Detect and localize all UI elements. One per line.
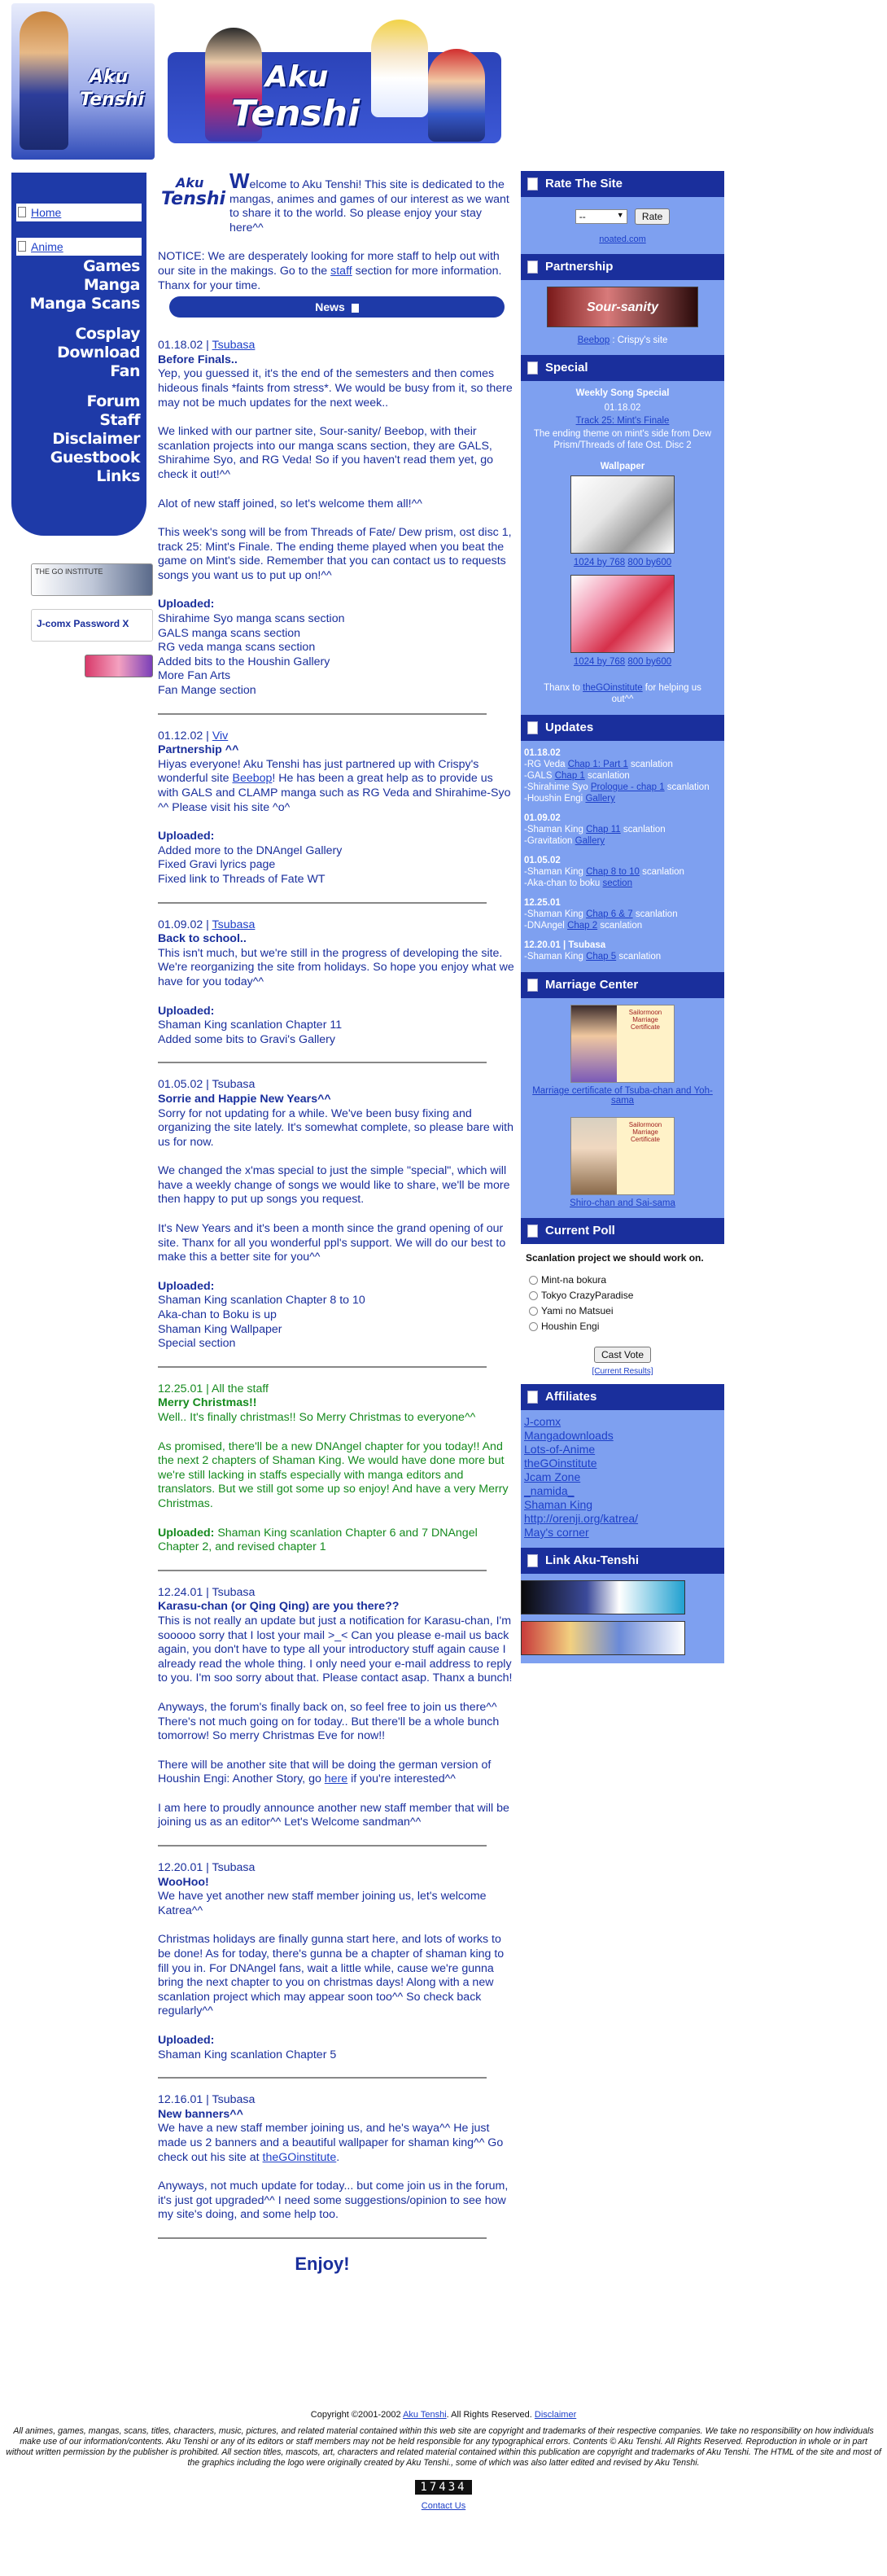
divider: [158, 2077, 487, 2079]
enjoy-text: Enjoy!: [295, 2253, 350, 2274]
entry-date: 12.25.01 | All the staff: [158, 1382, 269, 1395]
noated-link[interactable]: noated.com: [599, 234, 646, 244]
uploaded-item: Shirahime Syo manga scans section: [158, 612, 345, 626]
partnership-title: Partnership: [521, 254, 724, 280]
nav-anime-link[interactable]: Anime: [31, 240, 63, 253]
wallpaper-link[interactable]: 800 by600: [627, 657, 672, 667]
entry-author-link[interactable]: Viv: [212, 729, 229, 743]
rate-button[interactable]: Rate: [635, 208, 670, 225]
nav-forum[interactable]: Forum: [86, 392, 140, 410]
go-institute-link[interactable]: theGOinstitute: [262, 2150, 337, 2164]
logo-text-tenshi: Tenshi: [80, 90, 145, 110]
aku-tenshi-link[interactable]: Aku Tenshi: [403, 2410, 447, 2420]
nav-manga[interactable]: Manga: [83, 276, 140, 294]
wallpaper-link[interactable]: 800 by600: [627, 558, 672, 567]
uploaded-item: More Fan Arts: [158, 669, 231, 683]
intro: [158, 169, 516, 318]
uploaded-item: Shaman King scanlation Chapter 5: [158, 2048, 337, 2061]
entry-paragraph: This isn't much, but we're still in the progress of developing the site. We're reorganizing the site from holidays. So hope you enjoy what we have for you today^^: [158, 946, 514, 988]
copyright-line: Copyright ©2001-2002 Aku Tenshi. All Rights Reserved. Disclaimer: [310, 2410, 577, 2420]
link-us-box: [521, 1548, 724, 1663]
marriage-link[interactable]: Marriage certificate of Tsuba-chan and Yoh-sama: [532, 1086, 713, 1106]
update-line: -Shirahime Syo Prologue - chap 1 scanlation: [524, 782, 710, 792]
entry-title: Karasu-chan (or Qing Qing) are you there??: [158, 1600, 400, 1614]
uploaded-label: Uploaded:: [158, 830, 215, 843]
special-title: Special: [521, 355, 724, 381]
uploaded-label: Uploaded:: [158, 598, 215, 611]
entry-paragraph: Yep, you guessed it, it's the end of the semesters and then comes hideous finals *faints from stress*. We would be busy from it, so there may not be much updates for the next week..: [158, 367, 513, 410]
wallpaper-link[interactable]: 1024 by 768: [573, 558, 626, 567]
rate-box: [521, 171, 724, 254]
legal-text: All animes, games, mangas, scans, titles, characters, music, pictures, and related material contained within this web site are copyright and trademarks of their respective companies. We take no responsibility on how individuals make use of our information/contents. Aku Tenshi or any of its editors or staff members may not be held responsible for any typographical errors. Contents © Aku Tenshi. All Rights Reserved. Reproduction in whole or in part without written permission by the publisher is prohibited. All section titles, mascots, art, characters and related material contained within this publication are copyright and trademarks of Aku Tenshi. The HTML of the site and most of the graphics including the logo were originally created by Aku Tenshi., some of which was also latter edited and revised by Aku Tenshi.: [6, 2426, 881, 2468]
nav-manga-scans[interactable]: Manga Scans: [29, 295, 140, 313]
contact-us-link[interactable]: Contact Us: [421, 2501, 466, 2511]
entry-paragraph: As promised, there'll be a new DNAngel chapter for you today!! And the next 2 chapters of Shaman King. We would have done more but we're still lacking in staffs especially with manga editors and translators. But we still got some up so enjoy! And have a very Merry Christmas.: [158, 1439, 509, 1510]
marriage-certificate-image[interactable]: Sailormoon Marriage Certificate: [570, 1005, 675, 1083]
partnership-box: Partnership Sour-sanity Beebop : Crispy's site: [521, 254, 724, 355]
news-entry: [158, 918, 516, 1048]
update-line: -Houshin Engi Gallery: [524, 794, 615, 804]
uploaded-label: Uploaded:: [158, 1279, 215, 1293]
entry-title: WooHoo!: [158, 1875, 209, 1889]
document-icon: [527, 1224, 538, 1238]
entry-paragraph: It's New Years and it's been a month since the grand opening of our site. Thanx for all you wonderful ppl's support. We will do our best to make this a better site for you^^: [158, 1222, 506, 1264]
radio-icon: [529, 1307, 538, 1316]
nav-links[interactable]: Links: [96, 467, 140, 485]
link-banner[interactable]: [521, 1580, 685, 1614]
divider: [158, 2237, 487, 2239]
news-entry: [158, 339, 516, 698]
update-line: -Gravitation Gallery: [524, 836, 605, 846]
wallpaper-thumbnail[interactable]: [570, 575, 675, 653]
entry-paragraph: We have yet another new staff member joining us, let's welcome Katrea^^: [158, 1890, 487, 1917]
mascot-girl-image: [20, 11, 68, 150]
entry-date: 01.05.02 | Tsubasa: [158, 1078, 256, 1092]
uploaded-item: GALS manga scans section: [158, 626, 301, 640]
affiliate-button-go-institute[interactable]: THE GO INSTITUTE: [31, 563, 153, 596]
document-icon: [527, 261, 538, 274]
nav-download[interactable]: Download: [57, 344, 140, 361]
sour-sanity-banner[interactable]: Sour-sanity: [547, 287, 698, 327]
entry-paragraph: Hiyas everyone! Aku Tenshi has just partnered up with Crispy's wonderful site Beebop! He has been a great help as to provide us with GALS and CLAMP manga such as RG Veda and Shirahime-Syo ^^ Please visit his site ^o^: [158, 757, 511, 814]
entry-paragraph: This week's song will be from Threads of Fate/ Dew prism, ost disc 1, track 25: Mint's Finale. The ending theme played when you beat the game on Mint's side. Remember that you can contact us to requests songs you want us to put up on!^^: [158, 526, 512, 582]
nav-games[interactable]: Games: [83, 257, 140, 275]
affiliate-link[interactable]: J-comx: [524, 1415, 561, 1428]
uploaded-item: Special section: [158, 1337, 236, 1351]
radio-icon: [529, 1322, 538, 1331]
entry-paragraph: Anyways, the forum's finally back on, so feel free to join us there^^ There's not much going on for today.. But there'll be a whole bunch tomorrow! So merry Christmas Eve for now!!: [158, 1700, 500, 1743]
news-entry: [158, 729, 516, 887]
update-line: -Aka-chan to boku section: [524, 878, 632, 888]
news-entry: [158, 1586, 516, 1830]
entry-date: 12.16.01 | Tsubasa: [158, 2093, 256, 2107]
entry-date: 01.12.02 | Viv: [158, 729, 229, 743]
news-entry: [158, 1078, 516, 1352]
uploaded-item: Aka-chan to Boku is up: [158, 1308, 277, 1322]
entry-title: Partnership ^^: [158, 743, 239, 757]
affiliate-link[interactable]: Jcam Zone: [524, 1470, 581, 1483]
news-entry-christmas: [158, 1382, 516, 1555]
uploaded-item: Fixed link to Threads of Fate WT: [158, 872, 326, 886]
radio-icon: [529, 1291, 538, 1300]
header-banner: [168, 52, 501, 143]
document-icon: [18, 241, 26, 252]
notice-text: NOTICE: We are desperately looking for more staff to help out with our site in the makings. Go to the staff section for more information. Thanx for your time.: [158, 250, 502, 292]
affiliates-box: [521, 1384, 724, 1548]
updates-box: Updates 01.18.02 -RG Veda Chap 1: Part 1 scanlation -GALS Chap 1 scanlation -Shirahime Syo Prologue - chap 1 scanlation -Houshin Engi Gallery 01.09.02 -Shaman King Chap 11 scanlation -Gravitation Gallery 01.05.02 -Shaman King Chap 8 to 10 scanlation -Aka-chan to boku section 12.25.01 -Shaman King Chap 6 & 7 scanlation -DNAngel Chap 2 scanlation 12.20.01 | Tsubasa -Shaman King Chap 5 scanlation: [521, 715, 724, 972]
uploaded-item: RG veda manga scans section: [158, 641, 316, 655]
affiliates-title: Affiliates: [521, 1384, 724, 1410]
poll-option[interactable]: Houshin Engi: [529, 1321, 719, 1332]
disclaimer-link[interactable]: Disclaimer: [534, 2410, 577, 2420]
document-icon: [527, 1554, 538, 1567]
chevron-down-icon: ▼: [616, 211, 624, 219]
uploaded-label: Uploaded:: [158, 1004, 215, 1018]
entry-paragraph: We changed the x'mas special to just the simple "special", which will have a weekly change of songs we would like to share, we'll be more then happy to put up songs you request.: [158, 1164, 510, 1207]
entry-date: 12.20.01 | Tsubasa: [158, 1861, 256, 1875]
rate-title: Rate The Site: [521, 171, 724, 197]
affiliate-link[interactable]: _namida_: [524, 1484, 575, 1497]
entry-title: New banners^^: [158, 2107, 243, 2121]
entry-paragraph: This is not really an update but just a notification for Karasu-chan, I'm sooooo sorry that I lost your mail >_< Can you please e-mail us back again, you don't have to type all your introductory stuff again cause I already read the whole thing. I only need your e-mail address to reply to you. I'm soo sorry about that. Please contact asap. Thanx a bunch!: [158, 1614, 513, 1685]
affiliate-link[interactable]: Shaman King: [524, 1498, 593, 1511]
banner-text-tenshi: Tenshi: [231, 93, 360, 134]
welcome-text: Welcome to Aku Tenshi! This site is dedicated to the mangas, animes and games of our interest as we want to share it to the world. So please enjoy your stay here^^: [229, 169, 509, 234]
news-header-bar: News: [169, 296, 505, 318]
staff-link[interactable]: staff: [330, 264, 352, 278]
logo-text-aku: Aku: [90, 67, 129, 87]
document-icon: [18, 207, 26, 217]
entry-title: Sorrie and Happie New Years^^: [158, 1092, 331, 1106]
song-link[interactable]: Track 25: Mint's Finale: [575, 416, 670, 426]
document-icon: [527, 979, 538, 992]
uploaded-item: Shaman King scanlation Chapter 11: [158, 1019, 343, 1032]
link-banner[interactable]: [521, 1621, 685, 1655]
affiliate-link[interactable]: Mangadownloads: [524, 1429, 614, 1442]
marriage-link[interactable]: Shiro-chan and Sai-sama: [570, 1198, 675, 1208]
wallpaper-link[interactable]: 1024 by 768: [573, 657, 626, 667]
wallpaper-thumbnail[interactable]: [570, 475, 675, 554]
divider: [158, 902, 487, 904]
affiliate-button-anime[interactable]: [85, 655, 153, 677]
special-box: Special Weekly Song Special 01.18.02 Track 25: Mint's Finale The ending theme on mint's side from Dew Prism/Threads of fate Ost. Disc 2 Wallpaper 1024 by 768 800 by600 1024 by 768 800 by600 Thanx to theGOinstitute for helping us out^^: [521, 355, 724, 715]
nav-link-list: [30, 257, 140, 486]
marriage-box: [521, 972, 724, 1218]
entry-paragraph: Sorry for not updating for a while. We've been busy fixing and organizing the site lately. It's somewhat complete, so please bare with us for now.: [158, 1106, 513, 1149]
document-icon: [527, 1391, 538, 1404]
entry-date: 12.24.01 | Tsubasa: [158, 1585, 256, 1599]
divider: [158, 1570, 487, 1571]
link-us-title: Link Aku-Tenshi: [521, 1548, 724, 1574]
cast-vote-button[interactable]: Cast Vote: [594, 1347, 651, 1363]
update-line: -Shaman King Chap 8 to 10 scanlation: [524, 867, 684, 877]
hit-counter: 17434: [415, 2480, 471, 2495]
update-line: -Shaman King Chap 6 & 7 scanlation: [524, 909, 678, 919]
entry-title: Merry Christmas!!: [158, 1396, 257, 1410]
uploaded-item: Shaman King Wallpaper: [158, 1322, 282, 1336]
entry-uploaded: Uploaded: Shaman King scanlation Chapter 6 and 7 DNAngel Chapter 2, and revised chapter 1: [158, 1526, 478, 1554]
document-icon: [352, 304, 359, 313]
poll-option[interactable]: Mint-na bokura: [529, 1274, 719, 1286]
entry-paragraph: Christmas holidays are finally gunna start here, and lots of works to be done! As for today, there's gunna be a chapter of shaman king to fill you in. For DNAngel fans, wait a little while, cause we're gunna bring the next chapter to you on christmas days! Along with a new scanlation project which may appear soon too^^ So check back regularly^^: [158, 1933, 505, 2018]
document-icon: [527, 361, 538, 375]
nav-home-link[interactable]: Home: [31, 206, 62, 219]
update-line: -GALS Chap 1 scanlation: [524, 771, 630, 781]
left-navigation: [11, 173, 146, 536]
uploaded-item: Fixed Gravi lyrics page: [158, 858, 276, 872]
marriage-certificate-image[interactable]: Sailormoon Marriage Certificate: [570, 1117, 675, 1195]
right-sidebar: [521, 171, 724, 1663]
updates-title: Updates: [521, 715, 724, 741]
nav-home[interactable]: [16, 204, 142, 221]
entry-paragraph: Alot of new staff joined, so let's welcome them all!^^: [158, 497, 422, 510]
poll-option[interactable]: Yami no Matsuei: [529, 1305, 719, 1316]
document-icon: [527, 177, 538, 191]
uploaded-label: Uploaded:: [158, 2034, 215, 2047]
uploaded-item: Added bits to the Houshin Gallery: [158, 655, 330, 668]
poll-title: Current Poll: [521, 1218, 724, 1244]
affiliate-link[interactable]: Lots-of-Anime: [524, 1443, 596, 1456]
uploaded-item: Added some bits to Gravi's Gallery: [158, 1032, 335, 1046]
footer: [0, 2410, 887, 2511]
poll-option[interactable]: Tokyo CrazyParadise: [529, 1290, 719, 1301]
entry-paragraph: We linked with our partner site, Sour-sanity/ Beebop, with their scanlation projects into our manga scans section, they are GALS, Shirahime Syo, and RG Veda! So if you haven't read them yet, go check it out!^^: [158, 425, 494, 481]
entry-title: Back to school..: [158, 932, 247, 946]
go-institute-link[interactable]: theGOinstitute: [583, 683, 643, 693]
uploaded-item: Fan Mange section: [158, 684, 256, 698]
nav-cosplay[interactable]: Cosplay: [75, 325, 140, 343]
entry-author-link[interactable]: Tsubasa: [212, 918, 256, 931]
affiliate-link[interactable]: May's corner: [524, 1526, 589, 1539]
divider: [158, 1366, 487, 1368]
nav-disclaimer[interactable]: Disclaimer: [52, 430, 140, 448]
poll-box: Current Poll Scanlation project we should work on. Mint-na bokura Tokyo CrazyParadise Yami no Matsuei Houshin Engi Cast Vote [Current Results]: [521, 1218, 724, 1384]
main-content: [158, 169, 516, 2275]
news-entry: [158, 1861, 516, 2062]
nav-fan[interactable]: Fan: [110, 362, 140, 380]
entry-paragraph: There will be another site that will be doing the german version of Houshin Engi: Another Story, go here if you're interested^^: [158, 1758, 492, 1786]
update-line: -RG Veda Chap 1: Part 1 scanlation: [524, 760, 673, 769]
site-logo[interactable]: [11, 3, 155, 160]
entry-paragraph: Well.. It's finally christmas!! So Merry Christmas to everyone^^: [158, 1411, 476, 1424]
divider: [158, 1062, 487, 1063]
nav-guestbook[interactable]: Guestbook: [50, 449, 140, 467]
german-site-link[interactable]: here: [324, 1772, 348, 1786]
divider: [158, 1845, 487, 1847]
affiliate-button-jcomx[interactable]: J-comx Password X: [31, 609, 153, 642]
entry-title: Before Finals..: [158, 353, 238, 366]
entry-paragraph: Anyways, not much update for today... but come join us in the forum, it's just got upgraded^^ I need some suggestions/opinion to see how my site's doing, and some help too.: [158, 2180, 509, 2222]
document-icon: [527, 721, 538, 734]
intro-logo: Aku Tenshi: [161, 175, 226, 209]
beebop-link[interactable]: Beebop: [232, 772, 273, 786]
news-entry: [158, 2093, 516, 2223]
marriage-title: Marriage Center: [521, 972, 724, 998]
beebop-link[interactable]: Beebop: [577, 335, 610, 345]
banner-text-aku: Aku: [265, 60, 329, 94]
entry-paragraph: We have a new staff member joining us, and he's waya^^ He just made us 2 banners and a beautiful wallpaper for shaman king^^ Go check out his site at theGOinstitute.: [158, 2122, 504, 2164]
nav-staff[interactable]: Staff: [99, 411, 140, 429]
affiliate-link[interactable]: theGOinstitute: [524, 1457, 597, 1470]
radio-icon: [529, 1276, 538, 1285]
update-line: -Shaman King Chap 5 scanlation: [524, 952, 662, 962]
entry-date: 01.18.02 | Tsubasa: [158, 339, 256, 353]
current-results-link[interactable]: [Current Results]: [592, 1367, 653, 1376]
rate-select[interactable]: -- ▼: [575, 209, 627, 224]
uploaded-item: Shaman King scanlation Chapter 8 to 10: [158, 1294, 365, 1308]
entry-author-link[interactable]: Tsubasa: [212, 339, 256, 353]
affiliate-link[interactable]: http://orenji.org/katrea/: [524, 1512, 639, 1525]
nav-anime[interactable]: [16, 238, 142, 256]
entry-paragraph: I am here to proudly announce another new staff member that will be joining us as an editor^^ Let's Welcome sandman^^: [158, 1801, 509, 1829]
update-line: -DNAngel Chap 2 scanlation: [524, 921, 643, 931]
divider: [158, 713, 487, 715]
uploaded-item: Added more to the DNAngel Gallery: [158, 843, 343, 857]
entry-date: 01.09.02 | Tsubasa: [158, 918, 256, 931]
update-line: -Shaman King Chap 11 scanlation: [524, 825, 666, 835]
